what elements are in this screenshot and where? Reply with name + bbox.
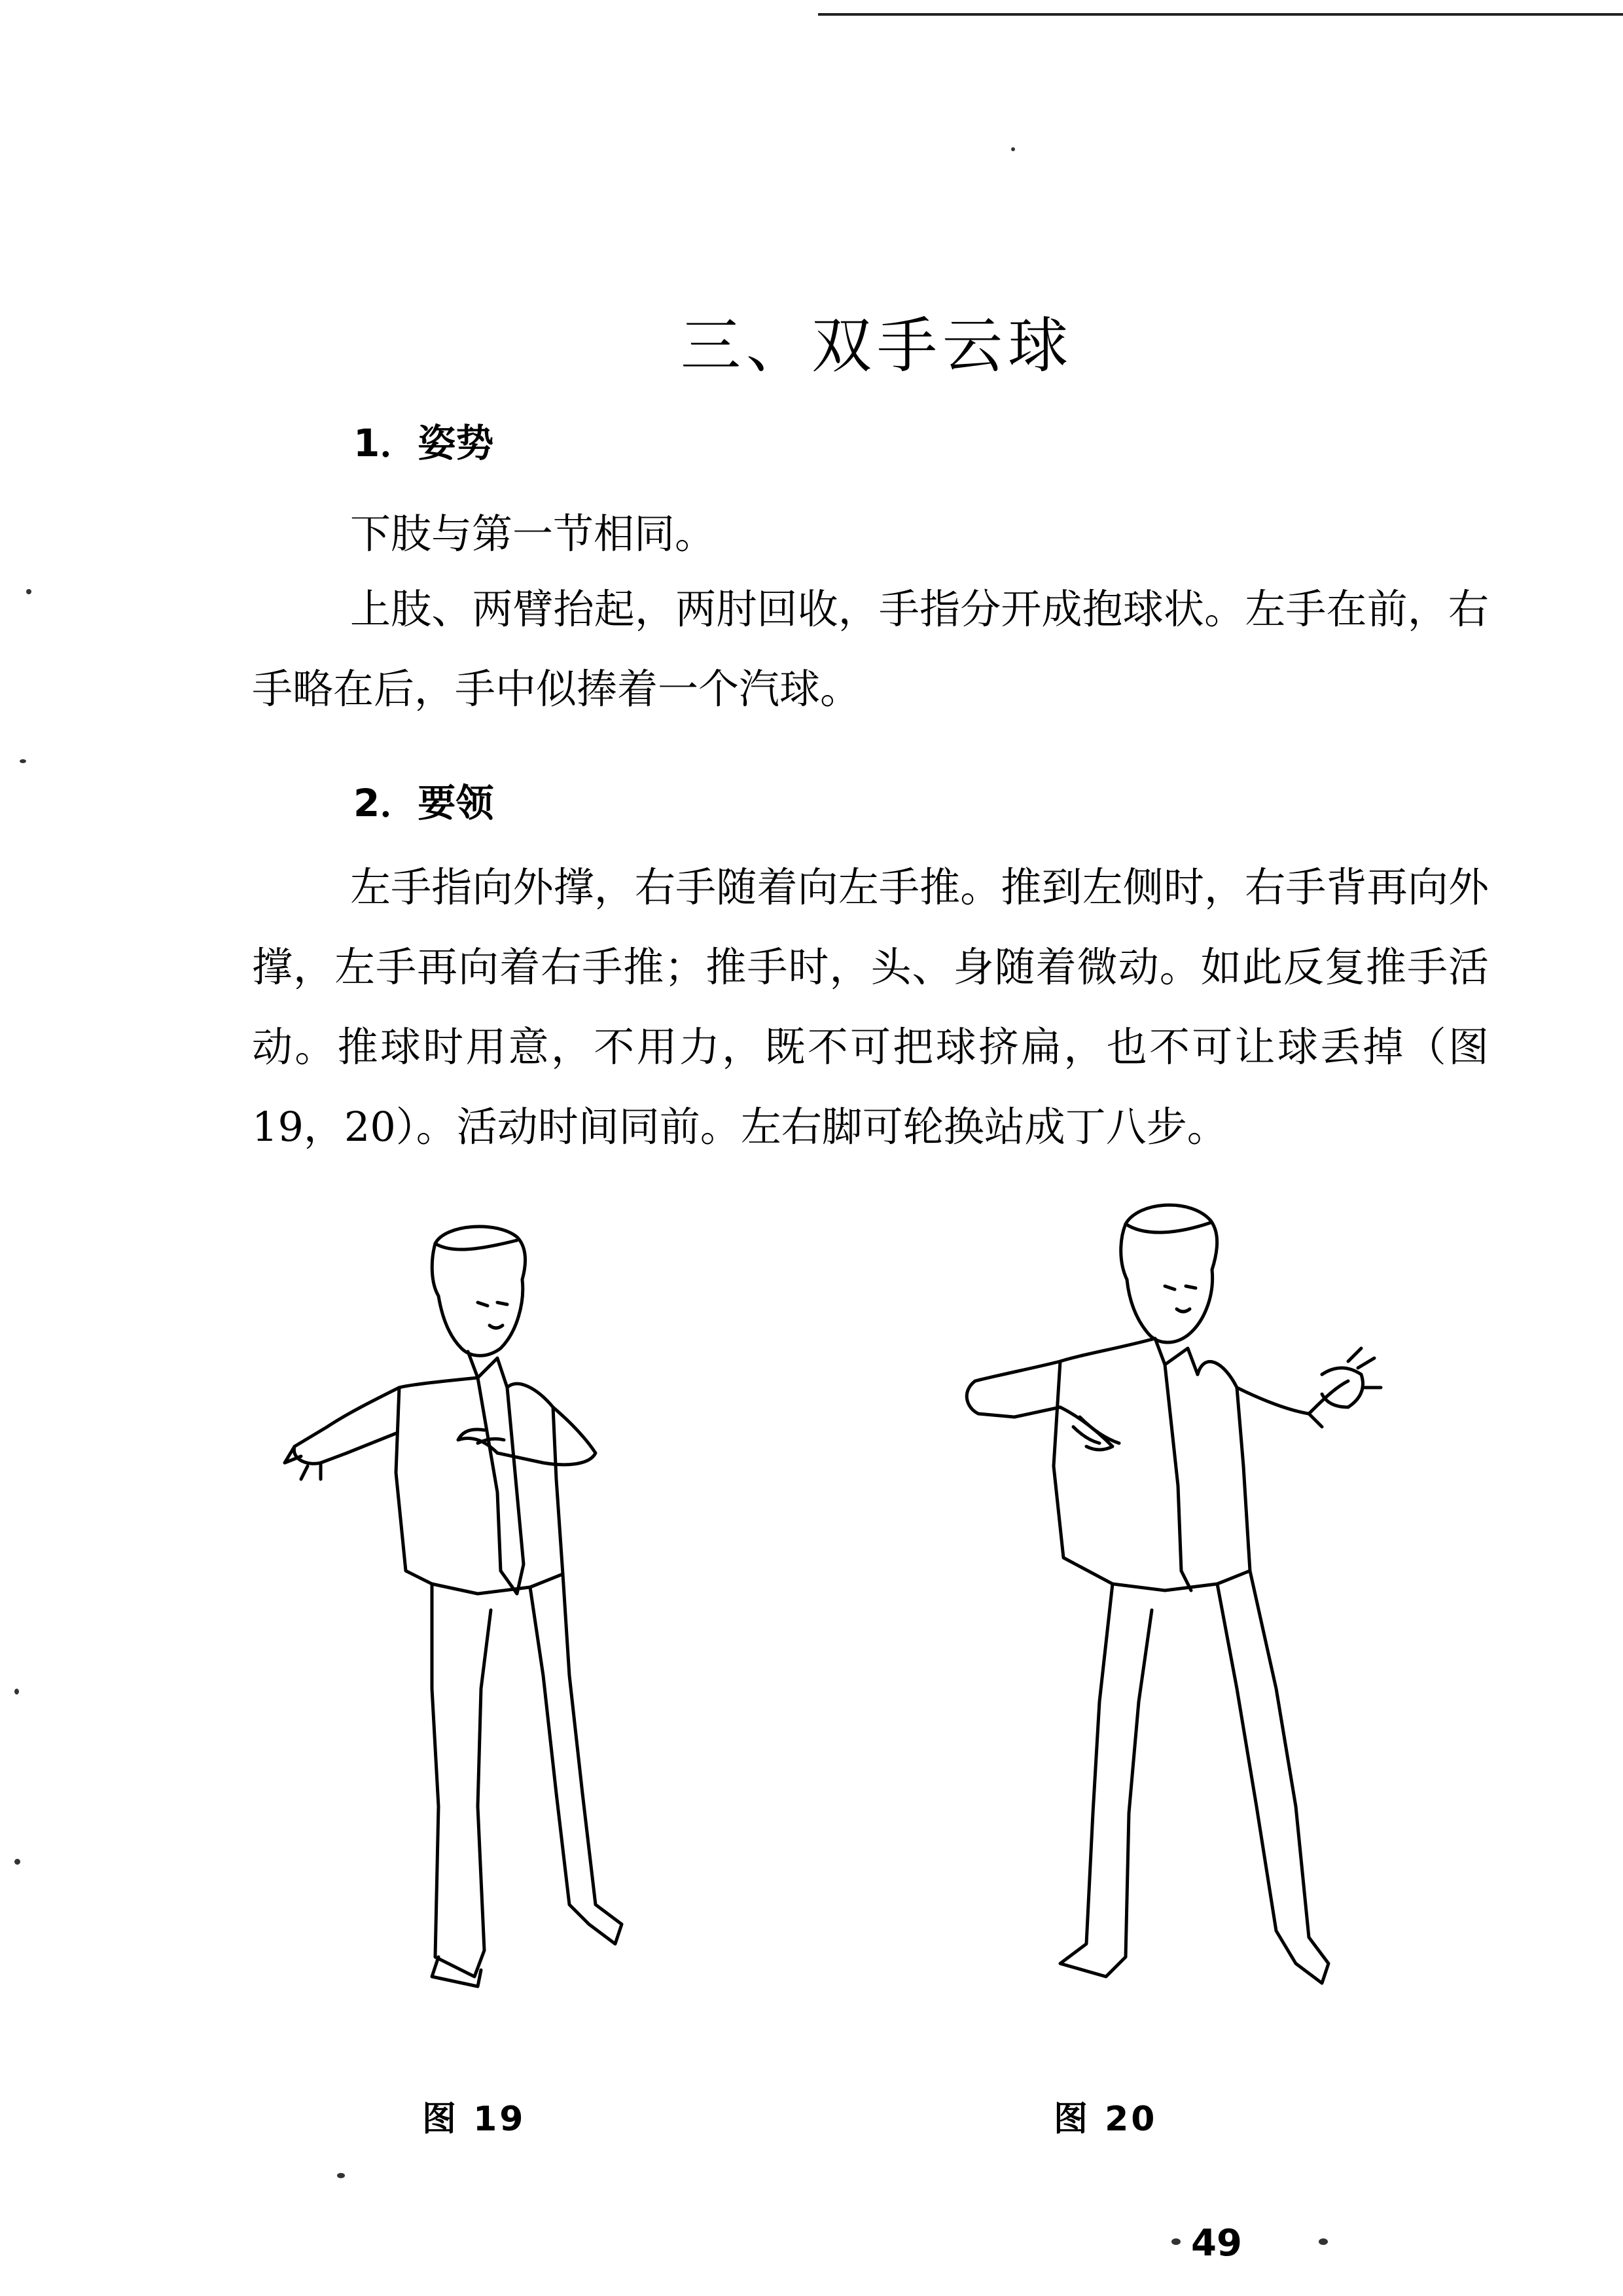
scan-speck — [1319, 2238, 1328, 2245]
paragraph-essentials: 左手指向外撑，右手随着向左手推。推到左侧时，右手背再向外撑，左手再向着右手推；推手时，头、身随着微动。如此反复推手活动。推球时用意，不用力，既不可把球挤扁，也不可让球丢掉（图19，20）。活动时间同前。左右脚可轮换站成丁八步。 — [252, 863, 1489, 1151]
figure-19-caption: 图 19 — [422, 2100, 526, 2139]
figure-19 — [281, 1217, 726, 2055]
paragraph-upper-limbs: 上肢、两臂抬起，两肘回收，手指分开成抱球状。左手在前，右手略在后，手中似捧着一个汽球。 — [252, 585, 1489, 713]
person-illustration-icon — [281, 1217, 726, 2055]
scan-speck — [1171, 2238, 1181, 2245]
page-number: 49 — [1191, 2222, 1242, 2265]
scan-speck — [14, 1689, 19, 1695]
scan-speck — [1011, 147, 1015, 151]
scan-speck — [14, 1859, 20, 1865]
figure-20-caption: 图 20 — [1054, 2100, 1158, 2139]
section-title: 三、双手云球 — [681, 311, 1074, 381]
person-illustration-icon — [929, 1191, 1387, 2055]
scan-speck — [26, 589, 31, 594]
subsection-heading-posture: 1．姿势 — [353, 421, 494, 465]
subsection-heading-essentials: 2．要领 — [353, 781, 494, 825]
scan-speck — [337, 2173, 345, 2178]
figure-20 — [929, 1191, 1387, 2055]
scan-speck — [20, 759, 26, 763]
paragraph-lower-limbs: 下肢与第一节相同。 — [350, 510, 716, 558]
top-rule — [818, 13, 1623, 16]
